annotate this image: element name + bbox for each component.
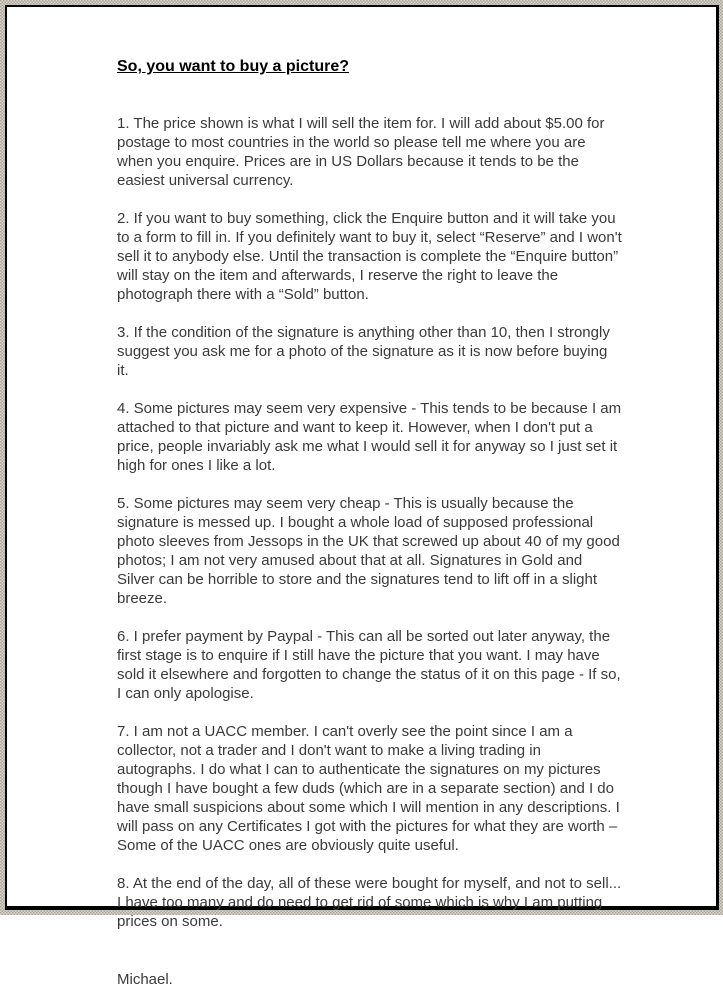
paragraph-4: 4. Some pictures may seem very expensive - This tends to be because I am attached to that picture and want to keep it. However, when I don't put a price, people invariably ask me what I would sell it for anyway so I just set it high for ones I like a lot. [117,400,622,474]
paragraph-3: 3. If the condition of the signature is anything other than 10, then I strongly suggest you ask me for a photo of the signature as it is now before buying it. [117,324,610,379]
paragraph-8: 8. At the end of the day, all of these were bought for myself, and not to sell... I have too many and do need to get rid of some which is why I am putting prices on some. [117,875,622,930]
paragraph-7: 7. I am not a UACC member. I can't overly see the point since I am a collector, not a trader and I don't want to make a living trading in autographs. I do what I can to authenticate the signatures on my pictures though I have bought a few duds (which are in a separate section) and I do have small suspicions about some which I will mention in any descriptions. I will pass on any Certificates I got with the pictures for what they are worth – Some of the UACC ones are obviously quite useful. [117,723,620,854]
paragraph-5: 5. Some pictures may seem very cheap - This is usually because the signature is messed up. I bought a whole load of supposed professional photo sleeves from Jessops in the UK that screwed up about 40 of my good photos; I am not very amused about that at all. Signatures in Gold and Silver can be horrible to store and the signatures tend to lift off in a slight breeze. [117,495,620,607]
document-content [117,57,623,1008]
page-title: So, you want to buy a picture? [117,58,350,75]
paragraph-2: 2. If you want to buy something, click the Enquire button and it will take you to a form to fill in. If you definitely want to buy it, select “Reserve” and I won't sell it to anybody else. Until the transaction is complete the “Enquire button” will stay on the item and afterwards, I reserve the right to leave the photograph there with a “Sold” button. [117,210,622,303]
signature-line: Michael. [117,971,173,988]
document-page [5,5,719,988]
paragraph-6: 6. I prefer payment by Paypal - This can all be sorted out later anyway, the first stage is to enquire if I still have the picture that you want. I may have sold it elsewhere and forgotten to change the status of it on this page - If so, I can only apologise. [117,628,621,702]
paragraph-1: 1. The price shown is what I will sell the item for. I will add about $5.00 for postage to most countries in the world so please tell me where you are when you enquire. Prices are in US Dollars because it tends to be the easiest universal currency. [117,115,605,189]
